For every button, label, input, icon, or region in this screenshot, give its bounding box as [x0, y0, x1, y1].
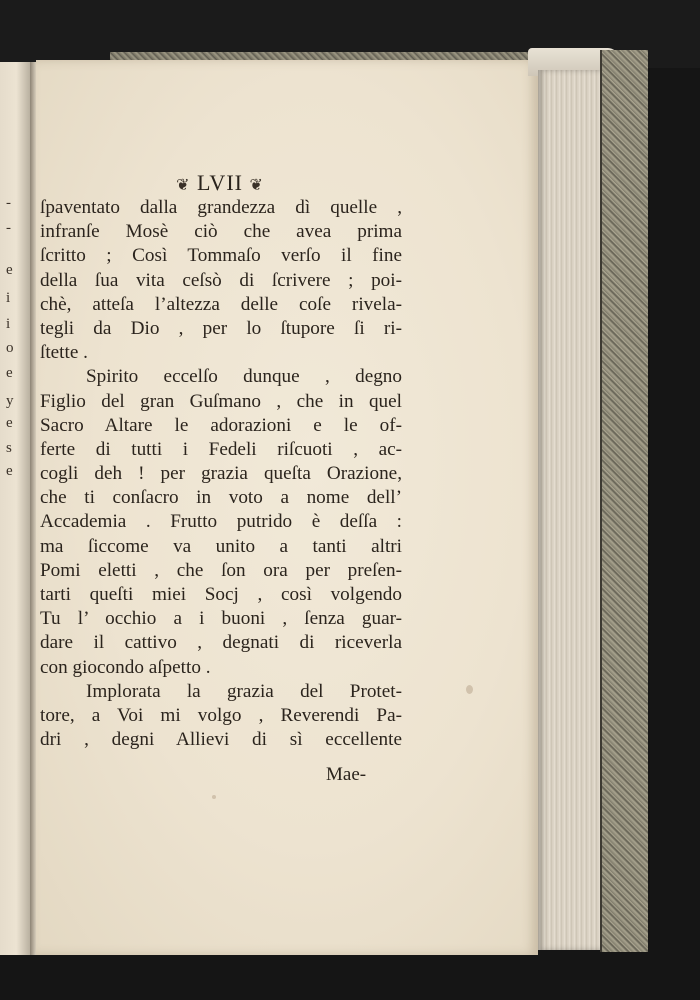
text-line: Sacro Altare le adorazioni e le of- [40, 414, 402, 436]
left-margin-glyph: e [6, 463, 13, 479]
text-line: Pomi eletti , che ſon ora per preſen- [40, 559, 402, 581]
text-line: Spirito eccelſo dunque , degno [86, 366, 402, 388]
left-margin-glyph: e [6, 262, 13, 278]
text-line: chè, atteſa l’altezza delle coſe rivela- [40, 293, 402, 315]
ornament-left-icon: ❦ [176, 177, 191, 194]
left-margin-glyph: - [6, 220, 11, 236]
text-line: tegli da Dio , per lo ſtupore ſi ri- [40, 317, 402, 339]
text-line: ſtette . [40, 342, 88, 364]
text-line: che ti conſacro in voto a nome dell’ [40, 487, 402, 509]
text-line: dri , degni Allievi di sì eccellente [40, 729, 402, 751]
left-margin-glyph: y [6, 393, 14, 409]
catchword: Mae- [326, 764, 367, 785]
text-line: Accademia . Frutto putrido è deſſa : [40, 511, 402, 533]
text-line: infranſe Mosè ciò che avea prima [40, 221, 402, 243]
text-line: cogli deh ! per grazia queſta Orazione, [40, 463, 402, 485]
page-number: LVII [197, 170, 243, 195]
left-margin-glyph: i [6, 290, 11, 306]
text-line: con giocondo aſpetto . [40, 656, 211, 678]
text-line: Implorata la grazia del Protet- [86, 680, 402, 702]
text-line: ſcritto ; Così Tommaſo verſo il fine [40, 245, 402, 267]
text-line: della ſua vita ceſsò di ſcrivere ; poi- [40, 269, 402, 291]
left-margin-glyph: e [6, 365, 13, 381]
left-margin-glyph: i [6, 316, 11, 332]
left-margin-glyph: e [6, 415, 13, 431]
text-line: Figlio del gran Guſmano , che in quel [40, 390, 402, 412]
text-line: ma ſiccome va unito a tanti altri [40, 535, 402, 557]
left-margin-glyph: - [6, 195, 11, 211]
text-line: dare il cattivo , degnati di riceverla [40, 632, 402, 654]
text-line: tarti queſti miei Socj , così volgendo [40, 584, 402, 605]
text-line: ferte di tutti i Fedeli riſcuoti , ac- [40, 438, 402, 460]
body-text [40, 196, 402, 752]
left-margin-glyph: o [6, 340, 14, 356]
paper-stain [212, 795, 216, 799]
page-header [150, 170, 290, 198]
left-margin-glyph: s [6, 440, 12, 456]
left-page-margin-text [0, 62, 30, 955]
paper-stain [466, 685, 473, 694]
text-line: tore, a Voi mi volgo , Reverendi Pa- [40, 704, 402, 726]
left-page-edge [0, 62, 30, 955]
text-line: Tu l’ occhio a i buoni , ſenza guar- [40, 608, 402, 630]
ornament-right-icon: ❦ [249, 177, 264, 194]
book-cover-edge [600, 50, 648, 952]
text-line: ſpaventato dalla grandezza dì quelle , [40, 197, 402, 218]
